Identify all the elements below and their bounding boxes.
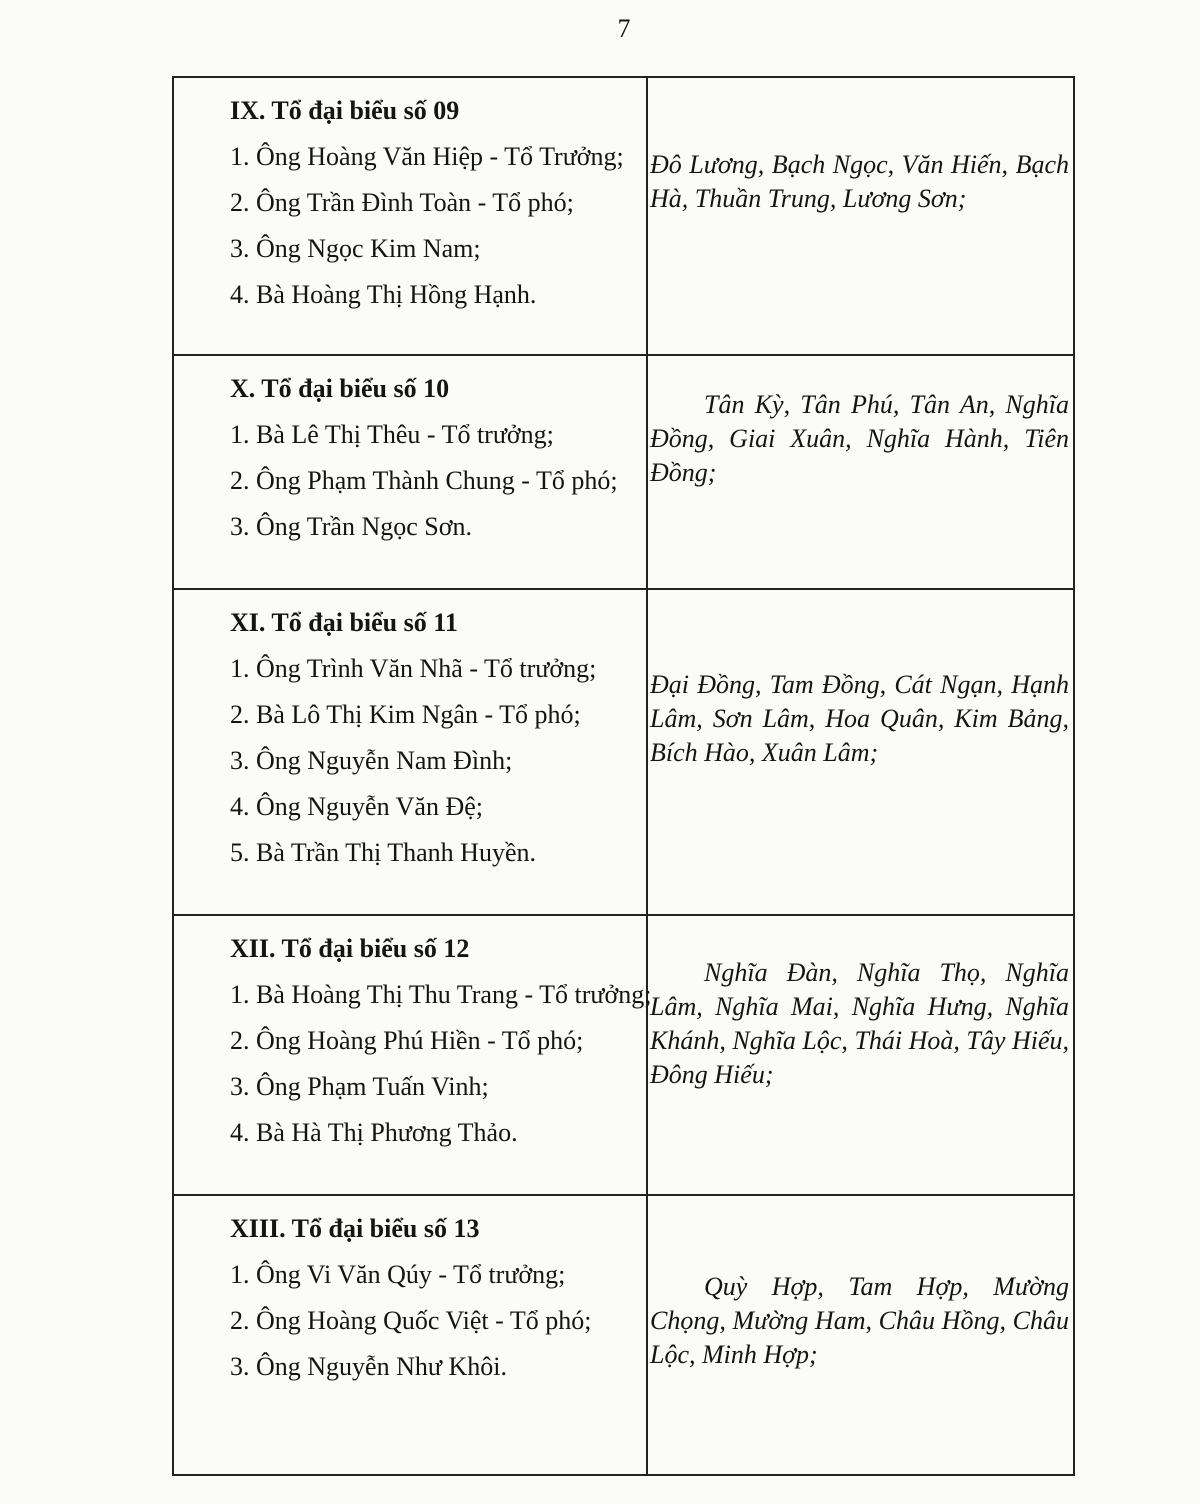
group-row (173, 915, 1074, 1195)
member: 4. Ông Nguyễn Văn Đệ; (230, 792, 483, 821)
group-title: IX. Tổ đại biểu số 09 (230, 96, 460, 125)
group-row (173, 77, 1074, 355)
group-title: XIII. Tổ đại biểu số 13 (230, 1214, 480, 1243)
group-members-cell (173, 77, 647, 355)
page-number: 7 (617, 14, 631, 43)
group-title: X. Tổ đại biểu số 10 (230, 374, 450, 403)
group-row (173, 589, 1074, 915)
member: 1. Bà Lê Thị Thêu - Tổ trưởng; (230, 420, 554, 449)
member: 4. Bà Hoàng Thị Hồng Hạnh. (230, 280, 537, 309)
group-areas: Đại Đồng, Tam Đồng, Cát Ngạn, Hạnh Lâm, Sơn Lâm, Hoa Quân, Kim Bảng, Bích Hào, Xuân Lâm; (650, 670, 1069, 767)
member: 3. Ông Ngọc Kim Nam; (230, 234, 481, 263)
member: 3. Ông Nguyễn Nam Đình; (230, 746, 513, 775)
group-areas: Nghĩa Đàn, Nghĩa Thọ, Nghĩa Lâm, Nghĩa Mai, Nghĩa Hưng, Nghĩa Khánh, Nghĩa Lộc, Thái Hoà, Tây Hiếu, Đông Hiếu; (650, 958, 1069, 1089)
group-row (173, 1195, 1074, 1475)
member: 3. Ông Nguyễn Như Khôi. (230, 1352, 507, 1381)
member: 2. Ông Hoàng Phú Hiền - Tổ phó; (230, 1026, 584, 1055)
group-members-cell (173, 589, 647, 915)
group-areas-cell (647, 77, 1074, 355)
member: 2. Ông Phạm Thành Chung - Tổ phó; (230, 466, 618, 495)
group-title: XII. Tổ đại biểu số 12 (230, 934, 470, 963)
group-members-cell (173, 355, 647, 589)
group-title: XI. Tổ đại biểu số 11 (230, 608, 458, 637)
member: 2. Bà Lô Thị Kim Ngân - Tổ phó; (230, 700, 581, 729)
member: 1. Ông Hoàng Văn Hiệp - Tổ Trưởng; (230, 142, 624, 171)
group-areas: Tân Kỳ, Tân Phú, Tân An, Nghĩa Đồng, Giai Xuân, Nghĩa Hành, Tiên Đồng; (650, 390, 1069, 487)
member: 2. Ông Trần Đình Toàn - Tổ phó; (230, 188, 574, 217)
group-areas-cell (647, 355, 1074, 589)
member: 1. Ông Trình Văn Nhã - Tổ trưởng; (230, 654, 597, 683)
member: 1. Ông Vi Văn Qúy - Tổ trưởng; (230, 1260, 566, 1289)
group-members-cell (173, 915, 652, 1195)
group-areas: Đô Lương, Bạch Ngọc, Văn Hiến, Bạch Hà, Thuần Trung, Lương Sơn; (650, 150, 1069, 213)
member: 3. Ông Phạm Tuấn Vinh; (230, 1072, 489, 1101)
member: 3. Ông Trần Ngọc Sơn. (230, 512, 472, 541)
group-areas-cell (647, 915, 1074, 1195)
member: 1. Bà Hoàng Thị Thu Trang - Tổ trưởng; (230, 980, 652, 1009)
member: 2. Ông Hoàng Quốc Việt - Tổ phó; (230, 1306, 592, 1335)
group-areas: Quỳ Hợp, Tam Hợp, Mường Chọng, Mường Ham, Châu Hồng, Châu Lộc, Minh Hợp; (650, 1272, 1069, 1369)
delegate-groups-table (172, 76, 1075, 1476)
group-areas-cell (647, 1195, 1074, 1475)
member: 5. Bà Trần Thị Thanh Huyền. (230, 838, 536, 867)
group-areas-cell (647, 589, 1074, 915)
group-members-cell (173, 1195, 647, 1475)
member: 4. Bà Hà Thị Phương Thảo. (230, 1118, 518, 1147)
group-row (173, 355, 1074, 589)
